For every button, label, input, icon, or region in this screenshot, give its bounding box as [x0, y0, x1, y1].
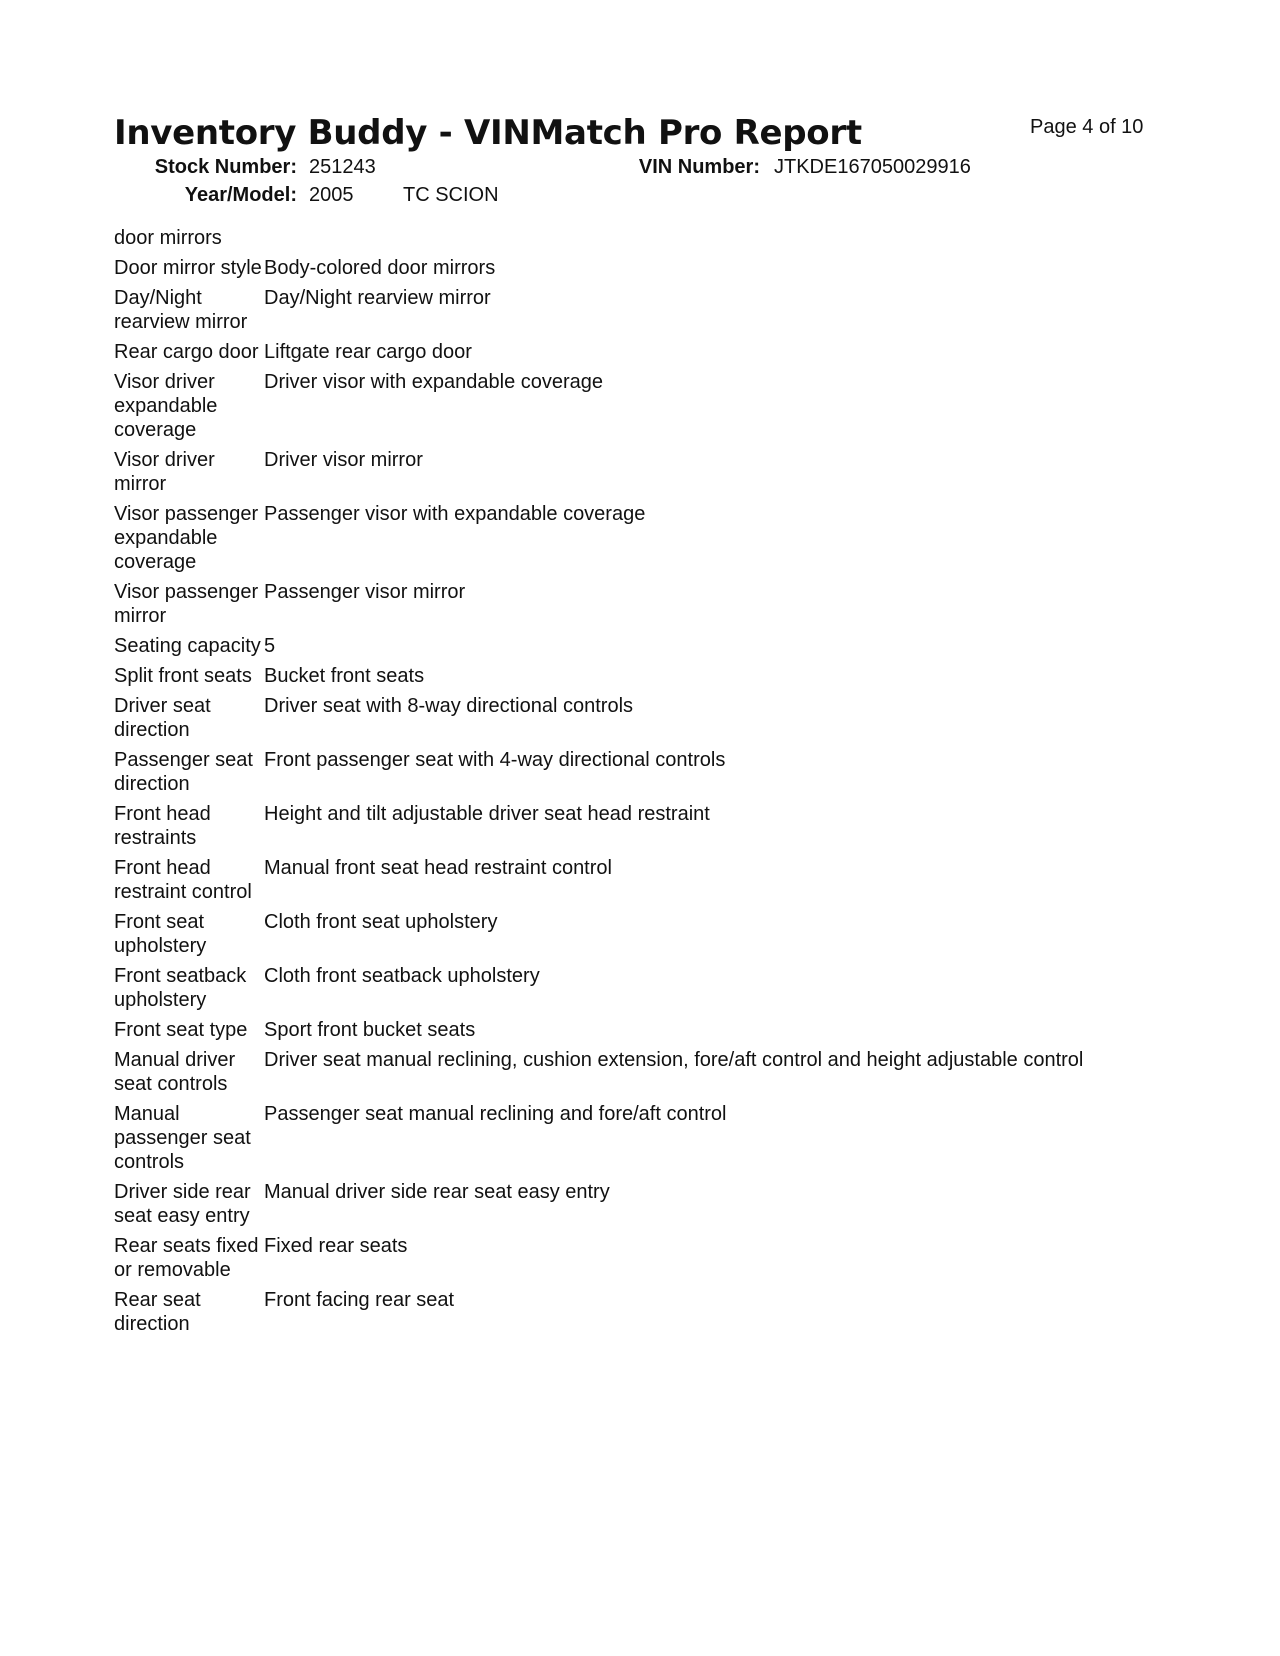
spec-row: [114, 634, 1164, 658]
spec-label: Day/Night rearview mirror: [114, 287, 248, 333]
spec-value: Cloth front seatback upholstery: [264, 965, 540, 987]
year-model-label: Year/Model:: [184, 184, 297, 206]
report-title: Inventory Buddy - VINMatch Pro Report: [114, 113, 862, 153]
spec-value: Manual front seat head restraint control: [264, 857, 612, 879]
spec-row: [114, 448, 1164, 496]
vin-number-label: VIN Number:: [638, 156, 760, 178]
spec-row: [114, 502, 1164, 574]
spec-row: [114, 664, 1164, 688]
spec-row: [114, 910, 1164, 958]
spec-value: [264, 226, 1164, 250]
spec-row: [114, 802, 1164, 850]
spec-value: Cloth front seat upholstery: [264, 911, 498, 933]
spec-row: [114, 226, 1164, 250]
spec-row: [114, 964, 1164, 1012]
spec-value: Passenger seat manual reclining and fore/aft control: [264, 1103, 727, 1125]
spec-value: Day/Night rearview mirror: [264, 287, 491, 309]
model-value: TC SCION: [403, 184, 499, 206]
spec-label: Visor driver mirror: [114, 449, 215, 495]
spec-row: [114, 1102, 1164, 1174]
spec-value: Driver visor with expandable coverage: [264, 371, 604, 393]
spec-row: [114, 1018, 1164, 1042]
spec-label: Driver side rear seat easy entry: [114, 1181, 251, 1227]
spec-label: Split front seats: [114, 665, 252, 687]
spec-label: Rear cargo door: [114, 341, 259, 363]
spec-row: [114, 370, 1164, 442]
stock-number-value: 251243: [309, 156, 376, 178]
spec-label: Visor passenger mirror: [114, 581, 259, 627]
spec-value: Sport front bucket seats: [264, 1019, 476, 1041]
spec-value: Driver visor mirror: [264, 449, 423, 471]
spec-value: Front facing rear seat: [264, 1289, 455, 1311]
spec-value: Fixed rear seats: [264, 1235, 408, 1257]
spec-value: Manual driver side rear seat easy entry: [264, 1181, 610, 1203]
spec-row: [114, 256, 1164, 280]
spec-value: Driver seat manual reclining, cushion extension, fore/aft control and height adjustable control: [264, 1049, 1084, 1071]
spec-label: Front head restraint control: [114, 857, 252, 903]
spec-table: [114, 226, 1164, 1342]
spec-label: Door mirror style: [114, 257, 262, 279]
spec-value: Driver seat with 8-way directional controls: [264, 695, 634, 717]
spec-value: Front passenger seat with 4-way directional controls: [264, 749, 726, 771]
spec-row: [114, 1234, 1164, 1282]
spec-value: Height and tilt adjustable driver seat head restraint: [264, 803, 710, 825]
spec-label: Visor passenger expandable coverage: [114, 503, 259, 573]
spec-row: [114, 286, 1164, 334]
spec-label: Rear seats fixed or removable: [114, 1235, 259, 1281]
page-number: Page 4 of 10: [1030, 116, 1144, 138]
spec-label: Seating capacity: [114, 635, 261, 657]
spec-label: Front seatback upholstery: [114, 965, 247, 1011]
spec-row: [114, 340, 1164, 364]
year-value: 2005: [309, 184, 354, 206]
spec-label: Front seat type: [114, 1019, 248, 1041]
spec-label: Front seat upholstery: [114, 911, 207, 957]
spec-label: door mirrors: [114, 227, 222, 249]
spec-value: Passenger visor with expandable coverage: [264, 503, 646, 525]
spec-value: 5: [264, 635, 276, 657]
spec-label: Manual driver seat controls: [114, 1049, 236, 1095]
spec-value: Passenger visor mirror: [264, 581, 466, 603]
spec-row: [114, 748, 1164, 796]
spec-row: [114, 580, 1164, 628]
spec-label: Manual passenger seat controls: [114, 1103, 251, 1173]
spec-row: [114, 856, 1164, 904]
spec-value: Liftgate rear cargo door: [264, 341, 472, 363]
spec-row: [114, 1048, 1164, 1096]
spec-row: [114, 1288, 1164, 1336]
spec-row: [114, 1180, 1164, 1228]
spec-label: Passenger seat direction: [114, 749, 253, 795]
spec-label: Driver seat direction: [114, 695, 211, 741]
spec-row: [114, 694, 1164, 742]
vin-number-value: JTKDE167050029916: [774, 156, 971, 178]
spec-value: Bucket front seats: [264, 665, 425, 687]
spec-label: Visor driver expandable coverage: [114, 371, 218, 441]
spec-value: Body-colored door mirrors: [264, 257, 496, 279]
spec-label: Front head restraints: [114, 803, 211, 849]
stock-number-label: Stock Number:: [154, 156, 297, 178]
spec-label: Rear seat direction: [114, 1289, 201, 1335]
